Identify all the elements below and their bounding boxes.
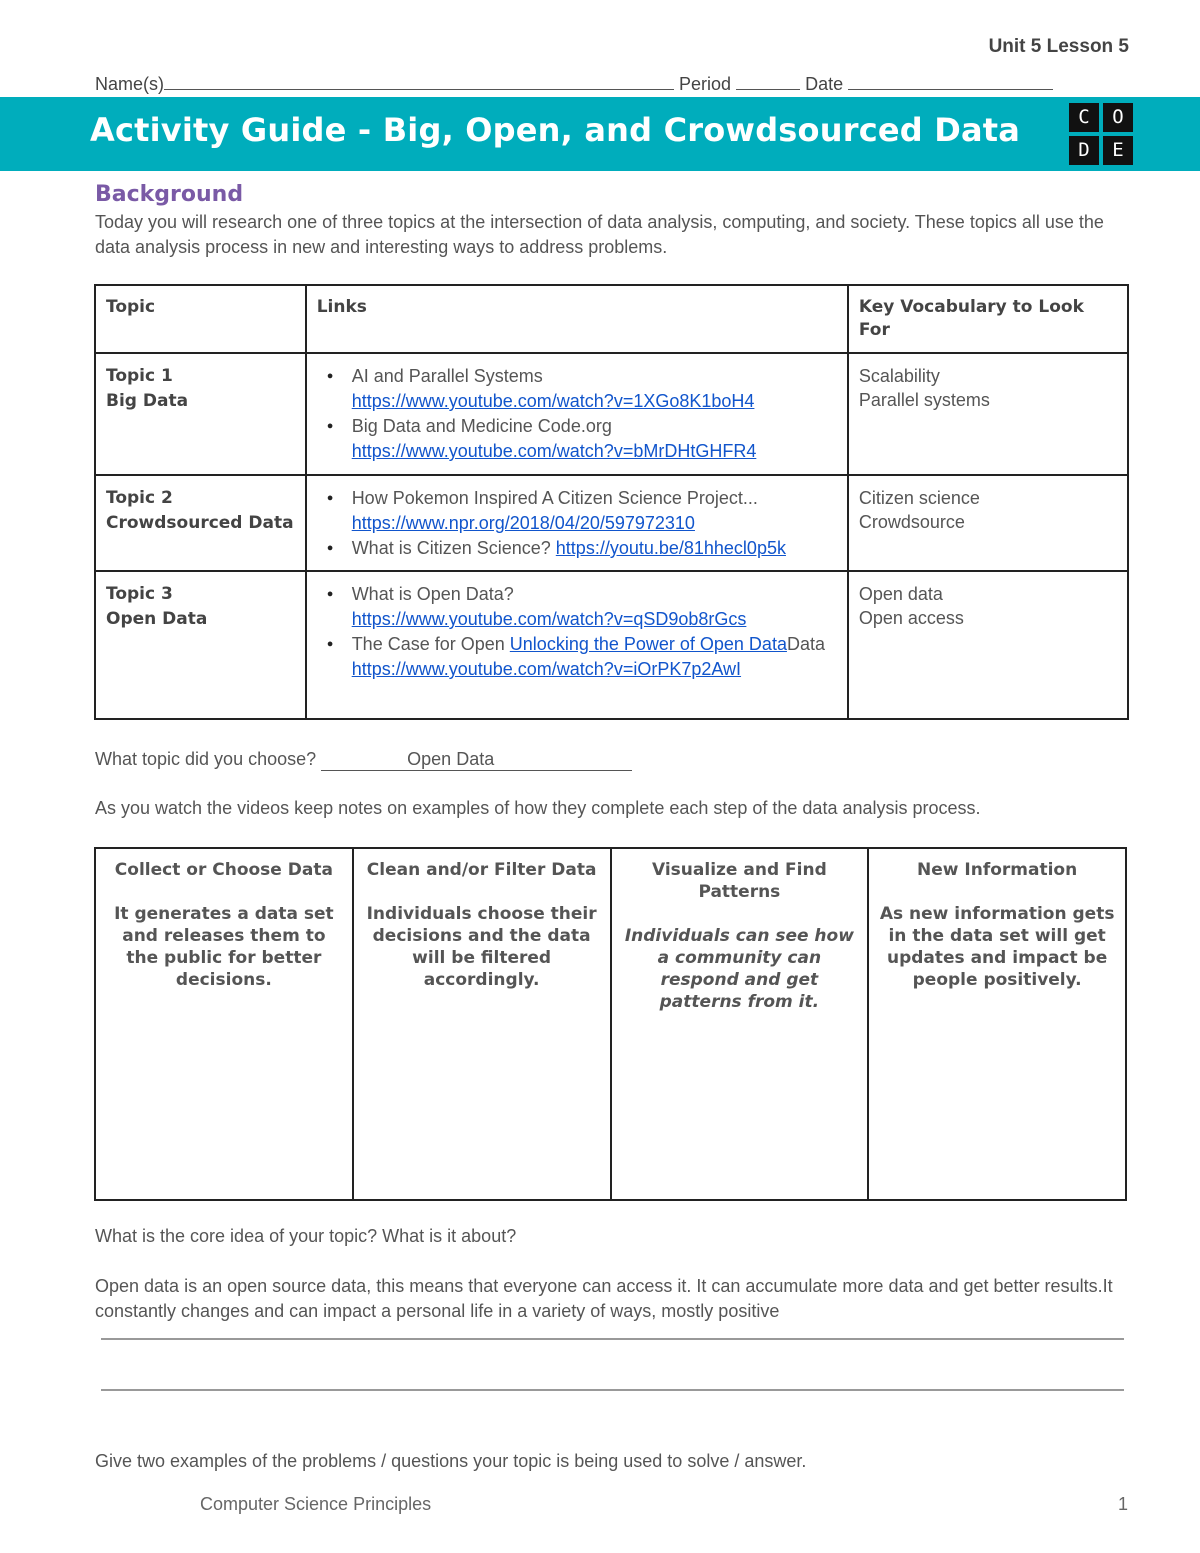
topic-cell bbox=[95, 571, 306, 719]
process-table bbox=[94, 847, 1127, 1201]
process-cell-visualize[interactable] bbox=[611, 848, 869, 1200]
video-link[interactable]: https://www.youtube.com/watch?v=qSD9ob8rGcs bbox=[351, 609, 747, 629]
answer-line[interactable] bbox=[101, 1338, 1124, 1340]
period-blank[interactable] bbox=[736, 72, 800, 90]
logo-letter-c: C bbox=[1069, 103, 1099, 132]
video-link[interactable]: https://youtu.be/81hhecl0p5k bbox=[555, 538, 786, 558]
notes-prompt: As you watch the videos keep notes on examples of how they complete each step of the data analysis process. bbox=[95, 798, 981, 818]
process-heading: New Information bbox=[917, 860, 1078, 880]
footer-course: Computer Science Principles bbox=[200, 1494, 432, 1514]
name-period-date-line bbox=[95, 72, 1080, 95]
header-vocab: Key Vocabulary to Look For bbox=[848, 285, 1128, 353]
process-note: As new information gets in the data set will get updates and impact be people positively. bbox=[879, 904, 1115, 990]
core-idea-answer[interactable]: Open data is an open source data, this means that everyone can access it. It can accumulate more data and get better results.It constantly changes and can impact a personal life in a variety of ways, mostly positive bbox=[95, 1276, 1113, 1321]
process-note: It generates a data set and releases them to the public for better decisions. bbox=[114, 904, 334, 990]
title-banner bbox=[0, 97, 1200, 171]
date-blank[interactable] bbox=[848, 72, 1053, 90]
link-title: What is Citizen Science? bbox=[351, 538, 551, 558]
unit-lesson-label: Unit 5 Lesson 5 bbox=[988, 36, 1129, 57]
link-title: Big Data and Medicine Code.org bbox=[351, 416, 612, 436]
table-row bbox=[95, 353, 1128, 475]
header-topic: Topic bbox=[95, 285, 306, 353]
article-link[interactable]: https://www.npr.org/2018/04/20/597972310 bbox=[351, 513, 695, 533]
process-cell-collect[interactable] bbox=[95, 848, 353, 1200]
topics-table bbox=[94, 284, 1129, 720]
table-header-row bbox=[95, 285, 1128, 353]
table-row bbox=[95, 475, 1128, 571]
answer-line[interactable] bbox=[101, 1389, 1124, 1391]
topic-choice-question: What topic did you choose? bbox=[95, 749, 317, 769]
process-note: Individuals can see how a community can respond and get patterns from it. bbox=[624, 926, 854, 1012]
code-logo-icon bbox=[1069, 103, 1135, 169]
name-blank[interactable] bbox=[164, 72, 674, 90]
vocab-cell bbox=[848, 571, 1128, 719]
list-item bbox=[317, 582, 837, 632]
vocab-term: Crowdsource bbox=[858, 512, 965, 532]
period-label: Period bbox=[679, 74, 732, 94]
unlocking-power-link[interactable]: Unlocking the Power of Open Data bbox=[509, 634, 787, 654]
process-heading: Visualize and Find Patterns bbox=[652, 860, 827, 902]
link-title: AI and Parallel Systems bbox=[351, 366, 543, 386]
vocab-term: Scalability bbox=[858, 366, 940, 386]
examples-prompt: Give two examples of the problems / questions your topic is being used to solve / answer. bbox=[95, 1451, 807, 1471]
table-row bbox=[95, 848, 1126, 1200]
name-label: Name(s) bbox=[95, 74, 165, 94]
topic-number: Topic 2 bbox=[106, 488, 173, 508]
logo-letter-e: E bbox=[1103, 136, 1133, 165]
links-cell bbox=[306, 571, 848, 719]
list-item bbox=[317, 414, 837, 464]
list-item bbox=[317, 632, 837, 682]
links-cell bbox=[306, 353, 848, 475]
video-link[interactable]: https://www.youtube.com/watch?v=bMrDHtGHFR4 bbox=[351, 441, 757, 461]
link-title-suffix: Data bbox=[786, 634, 825, 654]
links-cell bbox=[306, 475, 848, 571]
topic-choice-line bbox=[95, 749, 632, 771]
topic-number: Topic 3 bbox=[106, 584, 173, 604]
core-idea-question: What is the core idea of your topic? What is it about? bbox=[95, 1226, 517, 1246]
vocab-term: Open data bbox=[858, 584, 943, 604]
vocab-cell bbox=[848, 475, 1128, 571]
list-item bbox=[317, 536, 837, 561]
list-item bbox=[317, 486, 837, 536]
process-note: Individuals choose their decisions and the data will be filtered accordingly. bbox=[366, 904, 597, 990]
table-row bbox=[95, 571, 1128, 719]
topic-cell bbox=[95, 475, 306, 571]
vocab-cell bbox=[848, 353, 1128, 475]
topic-number: Topic 1 bbox=[106, 366, 173, 386]
link-title: How Pokemon Inspired A Citizen Science Project... bbox=[351, 488, 758, 508]
topic-choice-answer[interactable]: Open Data bbox=[321, 749, 632, 771]
background-text: Today you will research one of three topics at the intersection of data analysis, computing, and society. These topics all use the data analysis process in new and interesting ways to address problems. bbox=[95, 212, 1104, 257]
logo-letter-o: O bbox=[1103, 103, 1133, 132]
video-link[interactable]: https://www.youtube.com/watch?v=1XGo8K1boH4 bbox=[351, 391, 755, 411]
process-cell-new-info[interactable] bbox=[868, 848, 1126, 1200]
topic-name: Big Data bbox=[106, 391, 189, 411]
topic-cell bbox=[95, 353, 306, 475]
vocab-term: Citizen science bbox=[858, 488, 980, 508]
video-link[interactable]: https://www.youtube.com/watch?v=iOrPK7p2AwI bbox=[351, 659, 742, 679]
list-item bbox=[317, 364, 837, 414]
process-heading: Collect or Choose Data bbox=[114, 860, 333, 880]
vocab-term: Open access bbox=[858, 608, 964, 628]
process-heading: Clean and/or Filter Data bbox=[366, 860, 597, 880]
date-label: Date bbox=[805, 74, 844, 94]
header-links: Links bbox=[306, 285, 848, 353]
topic-name: Open Data bbox=[106, 609, 208, 629]
vocab-term: Parallel systems bbox=[858, 390, 990, 410]
background-heading: Background bbox=[95, 182, 244, 207]
link-title-prefix: The Case for Open bbox=[351, 634, 505, 654]
page-number: 1 bbox=[1117, 1494, 1128, 1514]
page-title: Activity Guide - Big, Open, and Crowdsourced Data bbox=[90, 111, 1021, 149]
process-cell-clean[interactable] bbox=[353, 848, 611, 1200]
logo-letter-d: D bbox=[1069, 136, 1099, 165]
topic-name: Crowdsourced Data bbox=[106, 513, 294, 533]
link-title: What is Open Data? bbox=[351, 584, 514, 604]
